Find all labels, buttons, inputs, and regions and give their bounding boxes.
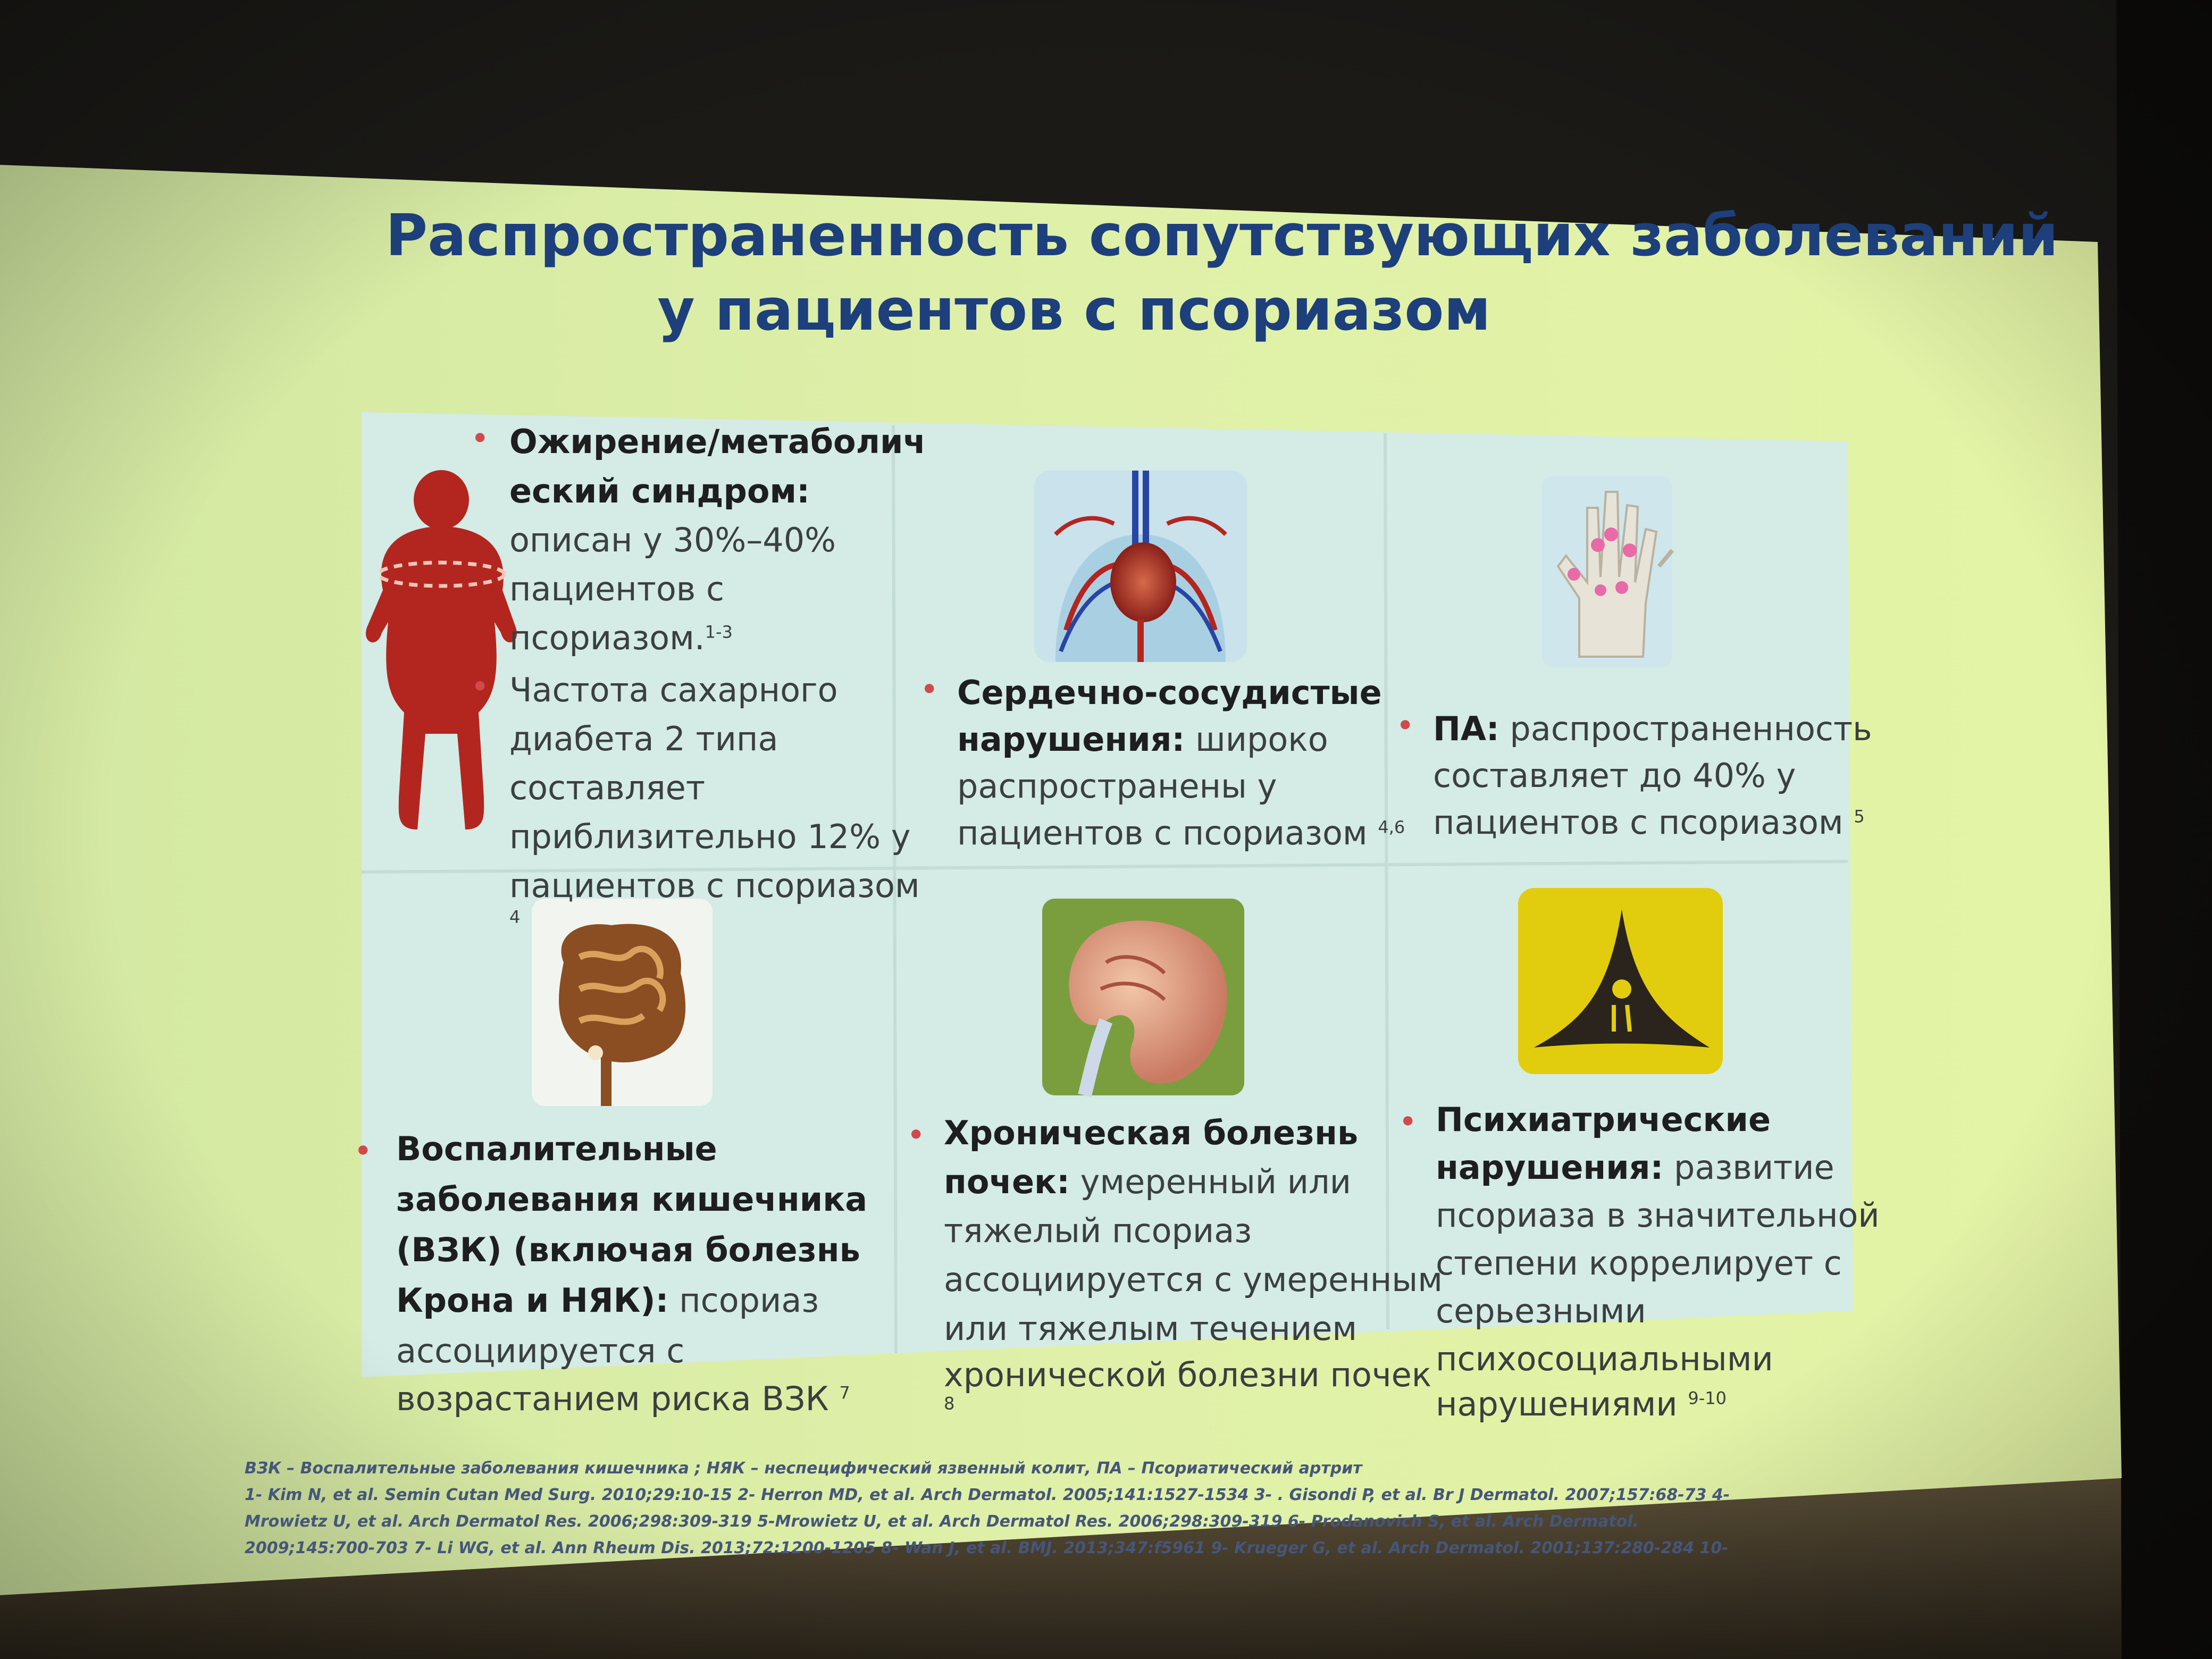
footnote-line-2: 1- Kim N, et al. Semin Cutan Med Surg. 2010;29:10-15 2- Herron MD, et al. Arch Dermatol. 2005;141:1527-1534 3- . Gisondi P, et al. Br J Dermatol. 2007;157:68-73 4- — [245, 1486, 1730, 1504]
footnote-line-1: ВЗК – Воспалительные заболевания кишечника ; НЯК – неспецифический язвенный колит, ПА – Псориатический артрит — [245, 1459, 1362, 1478]
kidney-heading-1: Хроническая болезнь — [944, 1113, 1359, 1152]
bullet-dot: • — [471, 420, 490, 457]
cardio-text-2: пациентов с псориазом $^{4,6}$ — [957, 814, 1405, 852]
pa-text-2: пациентов с псориазом $^5$ — [1433, 803, 1865, 842]
kidney-text-2: ассоциируется с умеренным — [944, 1260, 1443, 1299]
footnote-line-3: Mrowietz U, et al. Arch Dermatol Res. 2006;298:309-319 5-Mrowietz U, et al. Arch Dermatol Res. 2006;298:309-319 6- Prodanovich S, et al. Arch Dermatol. — [245, 1512, 1639, 1531]
kidney-text-1: тяжелый псориаз — [944, 1211, 1252, 1250]
ibd-line-4: Крона и НЯК): псориаз — [396, 1281, 819, 1320]
diabetes-text-2: диабета 2 типа — [509, 719, 778, 758]
footnote-line-4: 2009;145:700-703 7- Li WG, et al. Ann Rheum Dis. 2013;72:1200-1205 8- Wan J, et al. BMJ. 2013;347:f5961 9- Krueger G, et al. Arch Dermatol. 2001;137:280-284 10- — [245, 1539, 1729, 1557]
pa-line-1: ПА: распространенность — [1433, 709, 1872, 748]
bullet-dot: • — [1396, 707, 1415, 744]
psych-text-5: нарушениями $^{9-10}$ — [1436, 1385, 1727, 1423]
kidney-text-4: хронической болезни почек — [944, 1355, 1432, 1394]
obesity-text-3: псориазом.$^{1-3}$ — [509, 618, 733, 657]
psych-text-1: псориаза в значительной — [1436, 1196, 1880, 1235]
obesity-heading-2: еский синдром: — [509, 472, 810, 510]
obesity-heading-1: Ожирение/метаболич — [509, 422, 926, 461]
psych-text-2: степени коррелирует с — [1436, 1244, 1842, 1283]
diabetes-text-1: Частота сахарного — [509, 671, 838, 709]
ibd-heading-2: заболевания кишечника — [396, 1180, 868, 1219]
psych-text-4: психосоциальными — [1436, 1339, 1773, 1378]
pa-text-1: составляет до 40% у — [1433, 756, 1796, 795]
cardio-heading-1: Сердечно-сосудистые — [957, 673, 1382, 712]
diabetes-text-5: пациентов с псориазом — [509, 866, 920, 905]
bullet-dot: • — [907, 1117, 926, 1154]
psych-text-3: серьезными — [1436, 1292, 1646, 1330]
bullet-dot: • — [920, 671, 939, 708]
cardio-line-2: нарушения: широко — [957, 720, 1328, 759]
psych-line-2: нарушения: развитие — [1436, 1148, 1834, 1187]
ibd-text-2: возрастанием риска ВЗК $^7$ — [396, 1379, 850, 1418]
slide-title-line1: Распространенность сопутствующих заболеваний — [386, 203, 2059, 269]
ibd-text-1: ассоциируется с — [396, 1331, 685, 1370]
slide-title-line2: у пациентов с псориазом — [657, 277, 1491, 343]
diabetes-ref: 4 — [509, 907, 521, 927]
obesity-text-2: пациентов с — [509, 569, 725, 608]
bullet-dot: • — [471, 668, 490, 706]
kidney-ref: 8 — [944, 1393, 955, 1414]
bullet-dot: • — [1398, 1103, 1418, 1141]
diabetes-text-4: приблизительно 12% у — [509, 817, 911, 856]
ibd-heading-3: (ВЗК) (включая болезнь — [396, 1230, 860, 1269]
kidney-text-3: или тяжелым течением — [944, 1309, 1358, 1348]
psych-heading-1: Психиатрические — [1436, 1100, 1771, 1139]
ibd-heading-1: Воспалительные — [396, 1129, 717, 1168]
kidney-line-2: почек: умеренный или — [944, 1162, 1351, 1201]
obesity-text-1: описан у 30%–40% — [509, 521, 836, 559]
cardio-text-1: распространены у — [957, 767, 1277, 806]
diabetes-text-3: составляет — [509, 768, 705, 807]
bullet-dot: • — [354, 1133, 373, 1170]
